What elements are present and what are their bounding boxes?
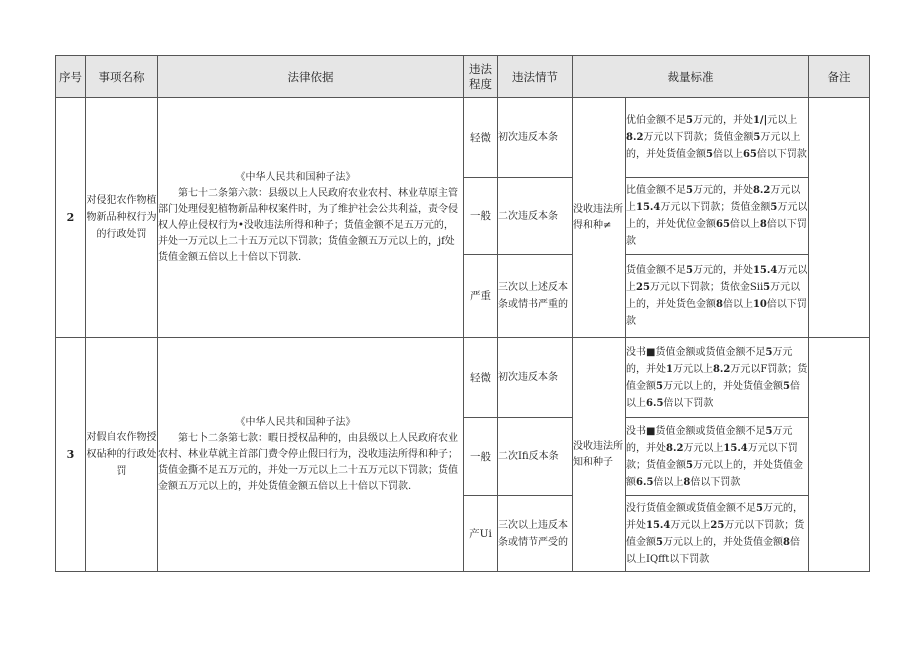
circumstance-cell: 三次以上述反本条或情书严重的 bbox=[498, 255, 573, 338]
row-item-name: 对假自农作物授权砧种的行政处罚 bbox=[86, 338, 158, 572]
header-degree-line2: 程度 bbox=[469, 76, 492, 91]
header-circumstance: 违法情节 bbox=[498, 56, 573, 98]
regulation-table bbox=[55, 55, 870, 572]
standard-cell: 货值金额不足5万元的，并处15.4万元以上25万元以下罚款；货依金Sii5万元以上的，并处货色金额8倍以上10倍以下罚款 bbox=[626, 255, 809, 338]
degree-cell: 轻微 bbox=[464, 98, 498, 178]
standard-cell: 优伯金额不足5万元的，并处1/|元以上8.2万元以下罚款；货值金额5万元以上的，并处货值金额5倍以上65倍以下罚款 bbox=[626, 98, 809, 178]
degree-cell: 严重 bbox=[464, 255, 498, 338]
standard-cell: 没书■货值金额或货值金额不足5万元的，并处1万元以上8.2万元以F罚款；货值金额5万元以上的，并处货值金额5倍以上6.5倍以下罚款 bbox=[626, 338, 809, 418]
row-legal-basis bbox=[158, 98, 464, 338]
header-row bbox=[56, 56, 870, 98]
penalty-cell: 没收违法所知和种子 bbox=[573, 338, 626, 572]
law-title: 《中华人民共和国种子法》 bbox=[235, 416, 356, 428]
remarks-cell bbox=[809, 338, 870, 572]
standard-cell: 比值金额不足5万元的，并处8.2万元以上15.4万元以下罚款；货值金额5万元以上的，并处优位金额65倍以上8倍以下罚款 bbox=[626, 178, 809, 255]
row-item-name: 对侵犯农作物植物新品种权行为的行政处罚 bbox=[86, 98, 158, 338]
law-text: 第七十二条第六款：县级以上人民政府农业农村、林业草原主管部门处理侵犯植物新品种权案件时，为了维护社会公共利益，责令侵权人停止侵权行为•没收违法所得和种子；货值金额不足五万元的，并处一万元以上二十五万元以下罚款；货值金额五万元以上的，jf处货值金额五倍以上十倍以下罚款. bbox=[158, 187, 458, 263]
table-row bbox=[56, 338, 870, 418]
header-standard: 裁量标准 bbox=[573, 56, 809, 98]
header-item-name: 事项名称 bbox=[86, 56, 158, 98]
row-legal-basis bbox=[158, 338, 464, 572]
degree-cell: 轻微 bbox=[464, 338, 498, 418]
degree-cell: 一般 bbox=[464, 178, 498, 255]
circumstance-cell: 三次以上违反本条或情节严受的 bbox=[498, 496, 573, 572]
header-legal-basis: 法律依据 bbox=[158, 56, 464, 98]
row-seq: 3 bbox=[56, 338, 86, 572]
penalty-cell: 没收违法所得和种≠ bbox=[573, 98, 626, 338]
circumstance-cell: 二次违反本条 bbox=[498, 178, 573, 255]
header-remarks: 备注 bbox=[809, 56, 870, 98]
circumstance-cell: 二次Ifi反本条 bbox=[498, 418, 573, 496]
standard-cell: 没行货值金额或货值金额不足5万元的，并处15.4万元以上25万元以下罚款；货值金额5万元以上的，并处货值金额8倍以上IQfft以下罚款 bbox=[626, 496, 809, 572]
circumstance-cell: 初次违反本条 bbox=[498, 338, 573, 418]
law-text: 第七卜二条第七款：暇日授权品种的，由县级以上人民政府农业农村、林业草就主首部门费令停止假曰行为，没收违法所得和种子；货值金撕不足五万元的，并处一万元以上二十五万元以下罚款；货值金额五万元以上的，并处货值金额五倍以上十倍以下罚款. bbox=[158, 432, 458, 492]
circumstance-cell: 初次违反本条 bbox=[498, 98, 573, 178]
degree-cell: 产Ui bbox=[464, 496, 498, 572]
law-title: 《中华人民共和国种子法》 bbox=[235, 171, 356, 183]
degree-cell: 一般 bbox=[464, 418, 498, 496]
remarks-cell bbox=[809, 98, 870, 338]
header-seq: 序号 bbox=[56, 56, 86, 98]
table-row bbox=[56, 98, 870, 178]
standard-cell: 没书■货值金额或货值金额不足5万元的，并处8.2万元以上15.4万元以下罚款；货值金额5万元以上的，并处货值金额6.5倍以上8倍以下罚款 bbox=[626, 418, 809, 496]
row-seq: 2 bbox=[56, 98, 86, 338]
header-degree bbox=[464, 56, 498, 98]
header-degree-line1: 违法 bbox=[469, 61, 492, 76]
